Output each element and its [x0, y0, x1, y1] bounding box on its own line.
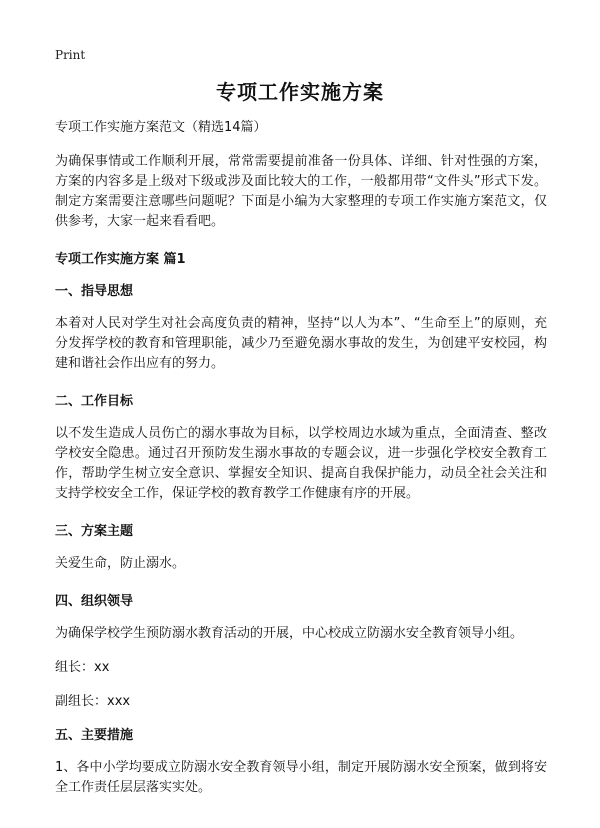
section-heading-2: 二、工作目标 [55, 394, 134, 409]
group-leader-line: 组长：xx [55, 660, 110, 675]
section-heading-1: 一、指导思想 [55, 284, 134, 299]
deputy-leader-line: 副组长：xxx [55, 694, 131, 709]
section-3-paragraph: 关爱生命，防止溺水。 [55, 556, 186, 571]
document-body [55, 118, 547, 816]
document-title: 专项工作实施方案 [216, 80, 384, 104]
document-subtitle: 专项工作实施方案范文（精选14篇） [55, 120, 267, 135]
section-heading-5: 五、主要措施 [55, 728, 134, 743]
section-4-paragraph: 为确保学校学生预防溺水教育活动的开展，中心校成立防溺水安全教育领导小组。 [55, 626, 524, 641]
section-2-paragraph: 以不发生造成人员伤亡的溺水事故为目标，以学校周边水域为重点，全面清查、整改学校安全隐患。通过召开预防发生溺水事故的专题会议，进一步强化学校安全教育工作，帮助学生树立安全意识、掌握安全知识、提高自我保护能力，动员全社会关注和支持学校安全工作，保证学校的教育教学工作健康有序的开展。 [55, 426, 547, 501]
section-1-paragraph: 本着对人民对学生对社会高度负责的精神，坚持“以人为本”、“生命至上”的原则，充分发挥学校的教育和管理职能，减少乃至避免溺水事故的发生，为创建平安校园，构建和谐社会作出应有的努力。 [55, 316, 547, 371]
intro-paragraph: 为确保事情或工作顺利开展，常常需要提前准备一份具体、详细、针对性强的方案，方案的内容多是上级对下级或涉及面比较大的工作，一般都用带“文件头”形式下发。制定方案需要注意哪些问题呢？下面是小编为大家整理的专项工作实施方案范文，仅供参考，大家一起来看看吧。 [55, 154, 547, 229]
section-heading-4: 四、组织领导 [55, 594, 134, 609]
part-title: 专项工作实施方案 篇1 [55, 252, 186, 267]
section-5-paragraph: 1、各中小学均要成立防溺水安全教育领导小组，制定开展防溺水安全预案，做到将安全工作责任层层落实实处。 [55, 760, 547, 795]
section-heading-3: 三、方案主题 [55, 524, 134, 539]
print-label[interactable]: Print [55, 48, 86, 62]
